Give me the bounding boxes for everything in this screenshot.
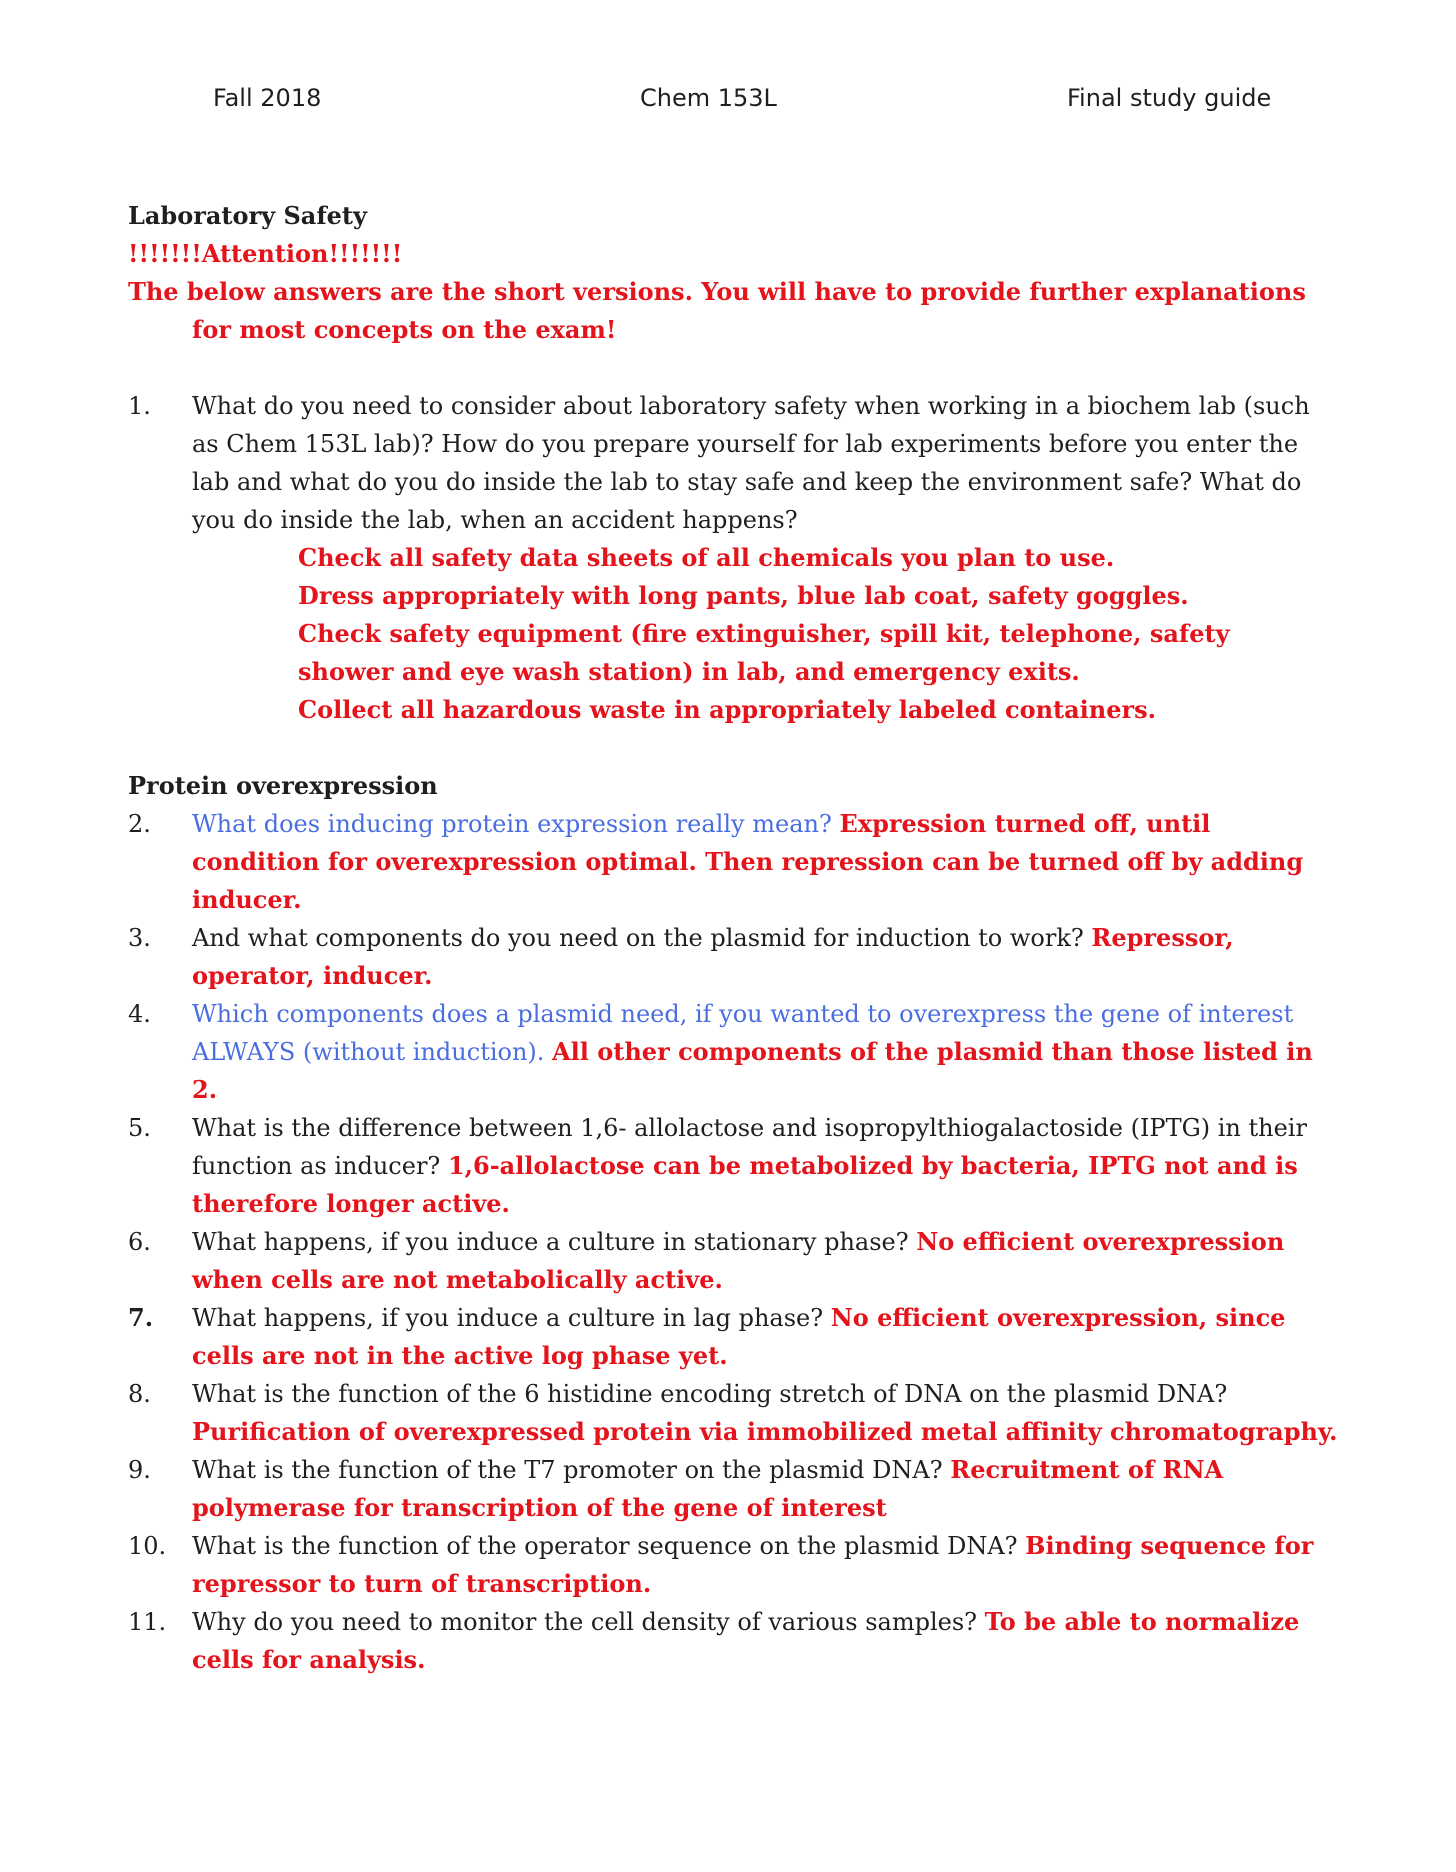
answer-line: Check safety equipment (fire extinguisher, spill kit, telephone, safety shower and eye wash station) in lab, and emergency exits. bbox=[298, 619, 1230, 686]
attention-banner: !!!!!!!Attention!!!!!!! bbox=[128, 239, 403, 268]
question-number: 9. bbox=[128, 1456, 151, 1484]
question-item bbox=[128, 919, 1338, 995]
question-number: 5. bbox=[128, 1114, 151, 1142]
question-text: What is the function of the T7 promoter on the plasmid DNA? bbox=[192, 1456, 943, 1484]
question-number: 3. bbox=[128, 924, 151, 952]
question-text: What happens, if you induce a culture in stationary phase? bbox=[192, 1228, 909, 1256]
question-item bbox=[128, 1223, 1338, 1299]
answer-text: All other components of the plasmid than those listed in 2. bbox=[192, 1037, 1313, 1104]
answer-line: Dress appropriately with long pants, blue lab coat, safety goggles. bbox=[298, 581, 1189, 610]
question-text: What is the function of the 6 histidine encoding stretch of DNA on the plasmid DNA? bbox=[192, 1380, 1228, 1408]
answer-text: To be able to normalize cells for analysis. bbox=[192, 1607, 1300, 1674]
answer-text: Binding sequence for repressor to turn of transcription. bbox=[192, 1531, 1314, 1598]
question-item bbox=[128, 1451, 1338, 1527]
question-text: What do you need to consider about laboratory safety when working in a biochem lab (such as Chem 153L lab)? How do you prepare yourself for lab experiments before you enter the lab and what do you do inside the lab to stay safe and keep the environment safe? What do you do inside the lab, when an accident happens? bbox=[192, 392, 1310, 534]
question-text: What is the function of the operator sequence on the plasmid DNA? bbox=[192, 1532, 1018, 1560]
question-item bbox=[128, 1109, 1338, 1223]
question-number: 2. bbox=[128, 810, 151, 838]
answer-text: Recruitment of RNA polymerase for transcription of the gene of interest bbox=[192, 1455, 1224, 1522]
question-text: What is the difference between 1,6- allolactose and isopropylthiogalactoside (IPTG) in their function as inducer? bbox=[192, 1114, 1307, 1180]
question-text: What does inducing protein expression really mean? bbox=[192, 810, 832, 838]
question-item bbox=[128, 995, 1338, 1109]
section-title-protein: Protein overexpression bbox=[128, 771, 438, 800]
question-text: What happens, if you induce a culture in lag phase? bbox=[192, 1304, 824, 1332]
document-body bbox=[128, 197, 1338, 1679]
question-item bbox=[128, 805, 1338, 919]
question-item bbox=[128, 1299, 1338, 1375]
question-item bbox=[128, 1603, 1338, 1679]
header-course: Chem 153L bbox=[640, 84, 777, 112]
question-number: 10. bbox=[128, 1532, 167, 1560]
answer-text: No efficient overexpression, since cells are not in the active log phase yet. bbox=[192, 1303, 1286, 1370]
answer-text: No efficient overexpression when cells are not metabolically active. bbox=[192, 1227, 1285, 1294]
answer-text: Purification of overexpressed protein via immobilized metal affinity chromatography. bbox=[192, 1417, 1338, 1446]
answer-text: Repressor, operator, inducer. bbox=[192, 923, 1234, 990]
answer-line: Check all safety data sheets of all chemicals you plan to use. bbox=[298, 543, 1115, 572]
safety-answers bbox=[128, 539, 1338, 729]
attention-note: The below answers are the short versions. You will have to provide further explanations for most concepts on the exam! bbox=[128, 277, 1306, 344]
question-number: 6. bbox=[128, 1228, 151, 1256]
answer-text: Expression turned off, until condition for overexpression optimal. Then repression can be turned off by adding inducer. bbox=[192, 809, 1304, 914]
question-number: 1. bbox=[128, 392, 151, 420]
question-text: And what components do you need on the plasmid for induction to work? bbox=[192, 924, 1084, 952]
question-item bbox=[128, 387, 1338, 539]
question-text: Which components does a plasmid need, if you wanted to overexpress the gene of interest ALWAYS (without induction). bbox=[192, 1000, 1294, 1066]
section-title-safety: Laboratory Safety bbox=[128, 201, 367, 230]
answer-text: 1,6-allolactose can be metabolized by bacteria, IPTG not and is therefore longer active. bbox=[192, 1151, 1298, 1218]
question-number: 4. bbox=[128, 1000, 151, 1028]
question-text: Why do you need to monitor the cell density of various samples? bbox=[192, 1608, 978, 1636]
question-number: 11. bbox=[128, 1608, 167, 1636]
question-item bbox=[128, 1527, 1338, 1603]
question-number: 8. bbox=[128, 1380, 151, 1408]
header-term: Fall 2018 bbox=[213, 84, 322, 112]
question-number: 7. bbox=[128, 1303, 154, 1332]
answer-line: Collect all hazardous waste in appropriately labeled containers. bbox=[298, 695, 1157, 724]
header-doc-title: Final study guide bbox=[1067, 84, 1272, 112]
question-item bbox=[128, 1375, 1338, 1451]
